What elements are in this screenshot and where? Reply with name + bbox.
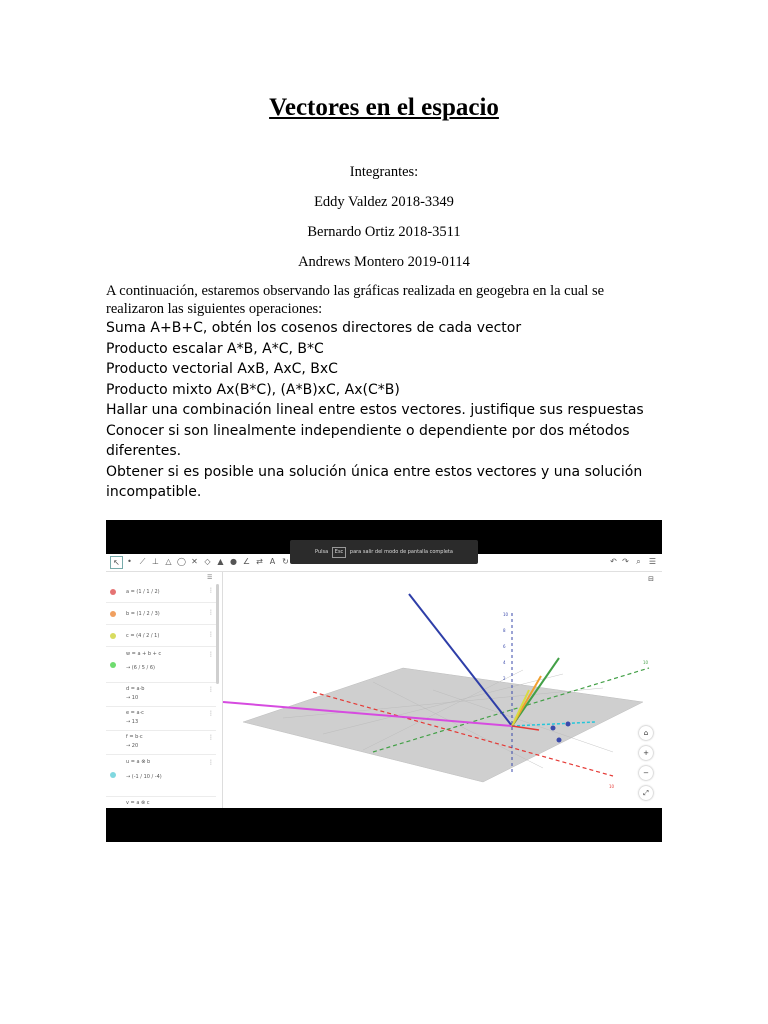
point[interactable]: [566, 722, 571, 727]
algebra-expression: e = a·c: [126, 710, 144, 716]
point[interactable]: [557, 738, 562, 743]
zoom-out-button[interactable]: −: [639, 766, 653, 780]
graphics-style-icon[interactable]: ⊟: [648, 575, 654, 583]
algebra-result: → (-1 / 10 / -4): [126, 774, 162, 780]
algebra-result: → 10: [126, 695, 139, 701]
graphics-3d-view[interactable]: [223, 572, 662, 808]
operation-item: Producto escalar A*B, A*C, B*C: [106, 340, 324, 357]
banner-prefix: Pulsa: [315, 549, 329, 555]
algebra-expression: v = a ⊗ c: [126, 800, 150, 806]
z-tick-label: 10: [503, 612, 509, 617]
menu-icon[interactable]: ☰: [648, 557, 657, 566]
point-tool-icon[interactable]: •: [127, 557, 132, 566]
algebra-expression: u = a ⊗ b: [126, 759, 151, 765]
perpendicular-tool-icon[interactable]: ⊥: [152, 557, 159, 566]
algebra-expression: c = (4 / 2 / 1): [126, 633, 160, 639]
plane-tool-icon[interactable]: ◇: [204, 557, 211, 566]
algebra-result: → 13: [126, 719, 139, 725]
operation-item: Obtener si es posible una solución única entre estos vectores y una solución incompatible.: [106, 463, 643, 500]
home-view-button[interactable]: ⌂: [639, 726, 653, 740]
members-heading: Integrantes:: [349, 164, 419, 180]
member-2: Bernardo Ortiz 2018-3511: [307, 224, 461, 240]
point[interactable]: [551, 726, 556, 731]
geogebra-toolbar: [106, 549, 662, 572]
algebra-result: → 20: [126, 743, 139, 749]
line-tool-icon[interactable]: ⟋: [139, 557, 146, 566]
more-icon[interactable]: ⋮: [208, 686, 214, 693]
member-1: Eddy Valdez 2018-3349: [314, 194, 454, 210]
visibility-toggle-icon[interactable]: [110, 633, 116, 639]
circle-tool-icon[interactable]: ◯: [177, 557, 186, 566]
search-icon[interactable]: ⌕: [636, 557, 641, 566]
z-tick-label: 4: [503, 660, 506, 665]
sort-icon[interactable]: ☰: [207, 574, 213, 581]
z-tick-label: 8: [503, 628, 506, 633]
angle-tool-icon[interactable]: ∠: [242, 557, 251, 566]
algebra-row[interactable]: [106, 626, 216, 647]
polygon-tool-icon[interactable]: △: [165, 557, 172, 566]
intersect-tool-icon[interactable]: ✕: [191, 557, 198, 566]
visibility-toggle-icon[interactable]: [110, 611, 116, 617]
algebra-row[interactable]: [106, 582, 216, 603]
rotate-view-tool-icon[interactable]: ↻: [282, 557, 289, 566]
operation-item: Producto mixto Ax(B*C), (A*B)xC, Ax(C*B): [106, 381, 400, 398]
document-title: Vectores en el espacio: [269, 94, 499, 121]
algebra-expression: d = a·b: [126, 686, 145, 692]
fullscreen-exit-button[interactable]: ⤢: [639, 786, 653, 800]
xy-plane-grid: [243, 668, 643, 782]
algebra-row[interactable]: [106, 684, 216, 707]
pyramid-tool-icon[interactable]: ▲: [217, 557, 224, 566]
zoom-in-button[interactable]: +: [639, 746, 653, 760]
reflect-tool-icon[interactable]: ⇄: [256, 557, 263, 566]
move-tool-icon[interactable]: ↖: [110, 556, 123, 569]
y-tick-label: 10: [643, 660, 649, 665]
fullscreen-banner: [290, 540, 478, 564]
banner-suffix: para salir del modo de pantalla completa: [349, 549, 453, 555]
algebra-row[interactable]: [106, 756, 216, 797]
more-icon[interactable]: ⋮: [208, 609, 214, 616]
intro-paragraph: A continuación, estaremos observando las gráficas realizada en geogebra en la cual se realizaron las siguientes operaciones:: [106, 283, 605, 317]
algebra-row[interactable]: [106, 798, 216, 808]
visibility-toggle-icon[interactable]: [110, 589, 116, 595]
algebra-row[interactable]: [106, 732, 216, 755]
visibility-toggle-icon[interactable]: [110, 662, 116, 668]
geogebra-app: [106, 549, 662, 808]
text-tool-icon[interactable]: A: [269, 557, 276, 566]
z-tick-label: 2: [503, 676, 506, 681]
sphere-tool-icon[interactable]: ●: [230, 557, 237, 566]
operations-list: [106, 318, 662, 503]
algebra-result: → (6 / 5 / 6): [126, 665, 155, 671]
esc-key-label: Esc: [332, 547, 347, 558]
x-tick-label: 10: [609, 784, 615, 789]
undo-icon[interactable]: ↶: [610, 557, 617, 566]
redo-icon[interactable]: ↷: [622, 557, 629, 566]
algebra-view: [106, 572, 223, 808]
geogebra-screenshot: [106, 520, 662, 842]
algebra-expression: a = (1 / 1 / 2): [126, 589, 160, 595]
more-icon[interactable]: ⋮: [208, 631, 214, 638]
algebra-row[interactable]: [106, 708, 216, 731]
more-icon[interactable]: ⋮: [208, 651, 214, 658]
algebra-expression: w = a + b + c: [126, 651, 162, 657]
more-icon[interactable]: ⋮: [208, 587, 214, 594]
algebra-expression: f = b·c: [126, 734, 143, 740]
algebra-expression: b = (1 / 2 / 3): [126, 611, 160, 617]
member-3: Andrews Montero 2019-0114: [298, 254, 470, 270]
more-icon[interactable]: ⋮: [208, 710, 214, 717]
operation-item: Suma A+B+C, obtén los cosenos directores de cada vector: [106, 320, 522, 336]
algebra-row[interactable]: [106, 648, 216, 683]
more-icon[interactable]: ⋮: [208, 734, 214, 741]
algebra-scrollbar[interactable]: [216, 584, 219, 684]
operation-item: Hallar una combinación lineal entre estos vectores. justifique sus respuestas: [106, 402, 644, 418]
visibility-toggle-icon[interactable]: [110, 772, 116, 778]
more-icon[interactable]: ⋮: [208, 759, 214, 766]
z-tick-label: 6: [503, 644, 506, 649]
algebra-row[interactable]: [106, 604, 216, 625]
operation-item: Producto vectorial AxB, AxC, BxC: [106, 361, 338, 377]
operation-item: Conocer si son linealmente independiente o dependiente por dos métodos diferentes.: [106, 422, 630, 459]
